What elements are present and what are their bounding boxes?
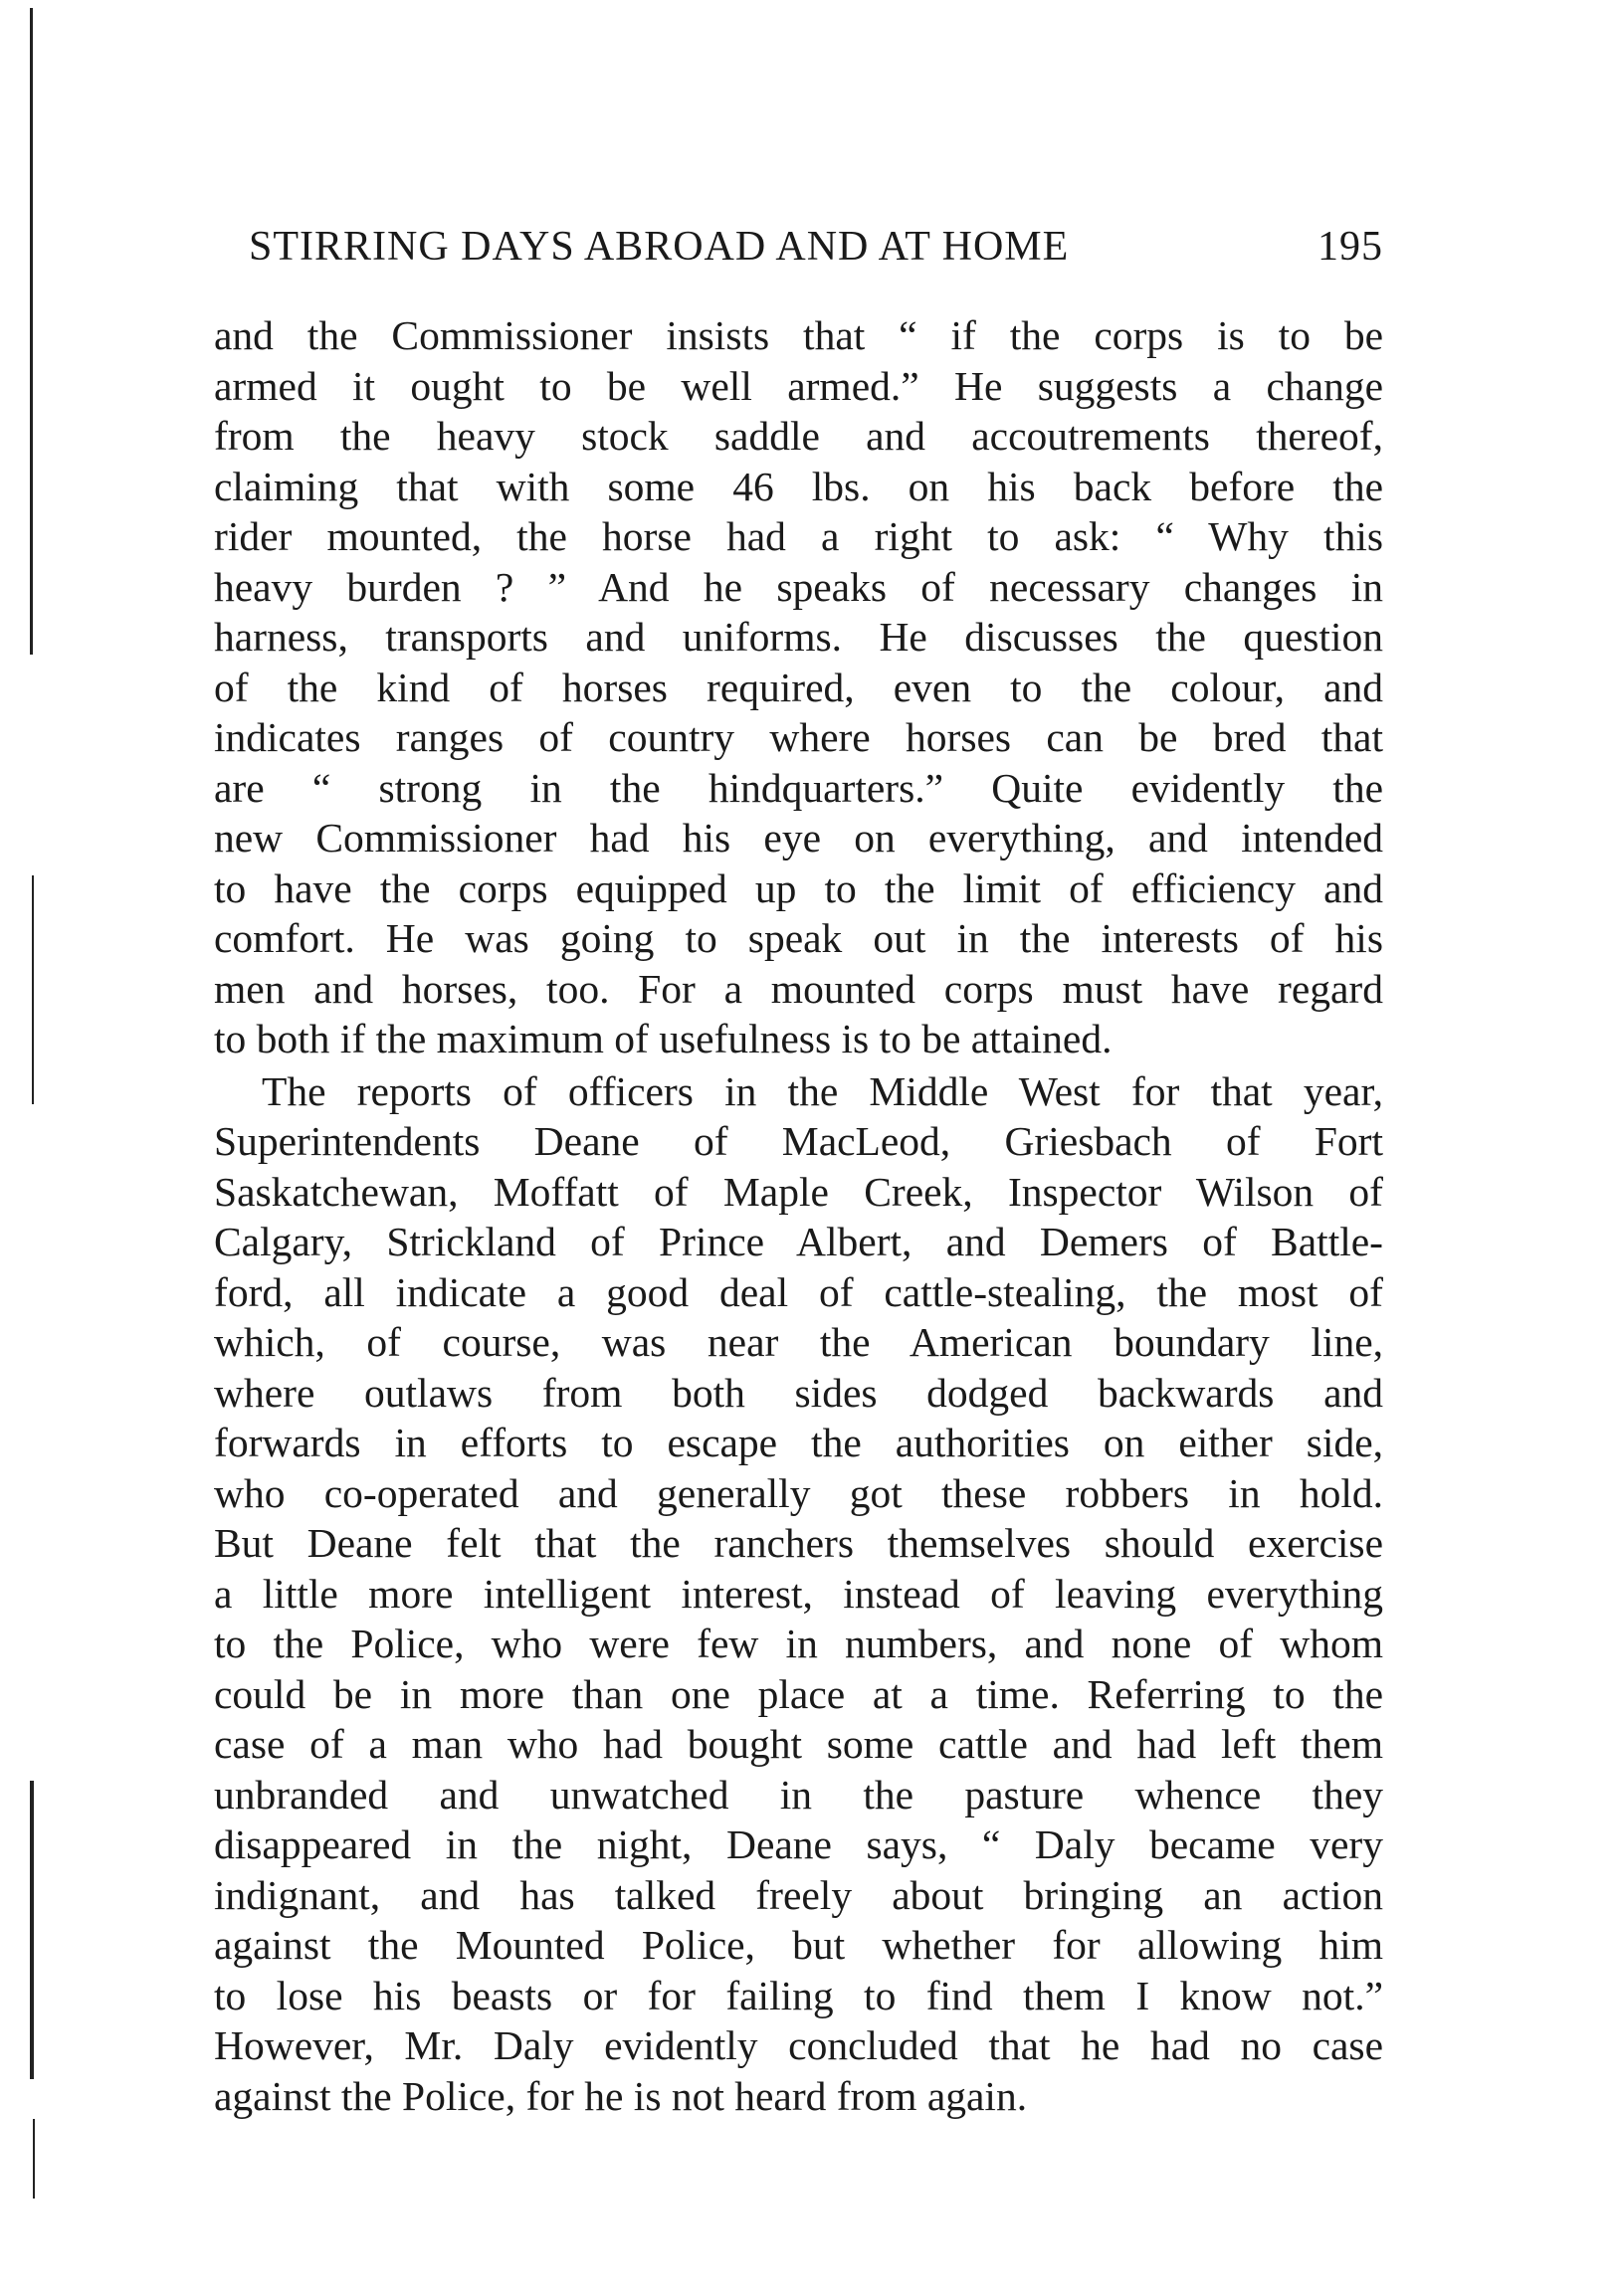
text-line: from the heavy stock saddle and accoutrements thereof, <box>214 413 1383 459</box>
text-line: forwards in efforts to escape the authorities on either side, <box>214 1420 1383 1465</box>
text-line: are “ strong in the hindquarters.” Quite evidently the <box>214 764 1383 811</box>
text-line: ford, all indicate a good deal of cattle-stealing, the most of <box>214 1268 1383 1315</box>
text-line: to lose his beasts or for failing to find them I know not.” <box>214 1972 1383 2018</box>
page-number: 195 <box>1318 224 1383 270</box>
text-line: heavy burden ? ” And he speaks of necessary changes in <box>214 563 1383 610</box>
text-line: case of a man who had bought some cattle and had left them <box>214 1721 1383 1767</box>
text-line: which, of course, was near the American boundary line, <box>214 1319 1383 1365</box>
body-text <box>214 310 1383 2121</box>
text-line: to have the corps equipped up to the limit of efficiency and <box>214 864 1383 911</box>
text-line: a little more intelligent interest, instead of leaving everything <box>214 1570 1383 1617</box>
text-line: Saskatchewan, Moffatt of Maple Creek, Inspector Wilson of <box>214 1168 1383 1215</box>
paragraph-1 <box>214 310 1383 1064</box>
text-line: armed it ought to be well armed.” He suggests a change <box>214 362 1383 409</box>
text-line: new Commissioner had his eye on everything, and intended <box>214 815 1383 861</box>
text-line: of the kind of horses required, even to the colour, and <box>214 664 1383 710</box>
text-line: against the Mounted Police, but whether for allowing him <box>214 1922 1383 1968</box>
text-line: Calgary, Strickland of Prince Albert, and Demers of Battle- <box>214 1219 1383 1264</box>
text-line: where outlaws from both sides dodged backwards and <box>214 1369 1383 1416</box>
running-head-title: STIRRING DAYS ABROAD AND AT HOME <box>249 224 1070 270</box>
paragraph-2 <box>214 1066 1383 2122</box>
gutter-shadow-top <box>30 8 33 655</box>
text-line: to both if the maximum of usefulness is to be attained. <box>214 1016 1113 1061</box>
text-line: unbranded and unwatched in the pasture whence they <box>214 1771 1383 1818</box>
gutter-shadow-bottom <box>30 1781 34 2079</box>
gutter-shadow-low <box>33 2119 35 2199</box>
text-line: However, Mr. Daly evidently concluded that he had no case <box>214 2022 1383 2068</box>
text-line: could be in more than one place at a time. Referring to the <box>214 1670 1383 1717</box>
text-line: who co-operated and generally got these robbers in hold. <box>214 1469 1383 1516</box>
text-line: comfort. He was going to speak out in the interests of his <box>214 915 1383 961</box>
text-line: indicates ranges of country where horses can be bred that <box>214 714 1383 760</box>
text-line: against the Police, for he is not heard from again. <box>214 2072 1028 2119</box>
text-line: and the Commissioner insists that “ if the corps is to be <box>214 312 1383 358</box>
text-line: rider mounted, the horse had a right to ask: “ Why this <box>214 513 1383 559</box>
text-line: indignant, and has talked freely about bringing an action <box>214 1871 1383 1918</box>
running-head <box>249 223 1383 283</box>
text-line: claiming that with some 46 lbs. on his back before the <box>214 463 1383 509</box>
text-line: men and horses, too. For a mounted corps must have regard <box>214 965 1383 1012</box>
text-line: The reports of officers in the Middle West for that year, <box>262 1067 1383 1114</box>
text-line: disappeared in the night, Deane says, “ Daly became very <box>214 1821 1383 1867</box>
text-line: to the Police, who were few in numbers, and none of whom <box>214 1621 1383 1666</box>
text-line: But Deane felt that the ranchers themselves should exercise <box>214 1520 1383 1566</box>
text-line: Superintendents Deane of MacLeod, Griesbach of Fort <box>214 1118 1383 1164</box>
gutter-shadow-mid <box>32 875 34 1104</box>
text-line: harness, transports and uniforms. He discusses the question <box>214 614 1383 660</box>
